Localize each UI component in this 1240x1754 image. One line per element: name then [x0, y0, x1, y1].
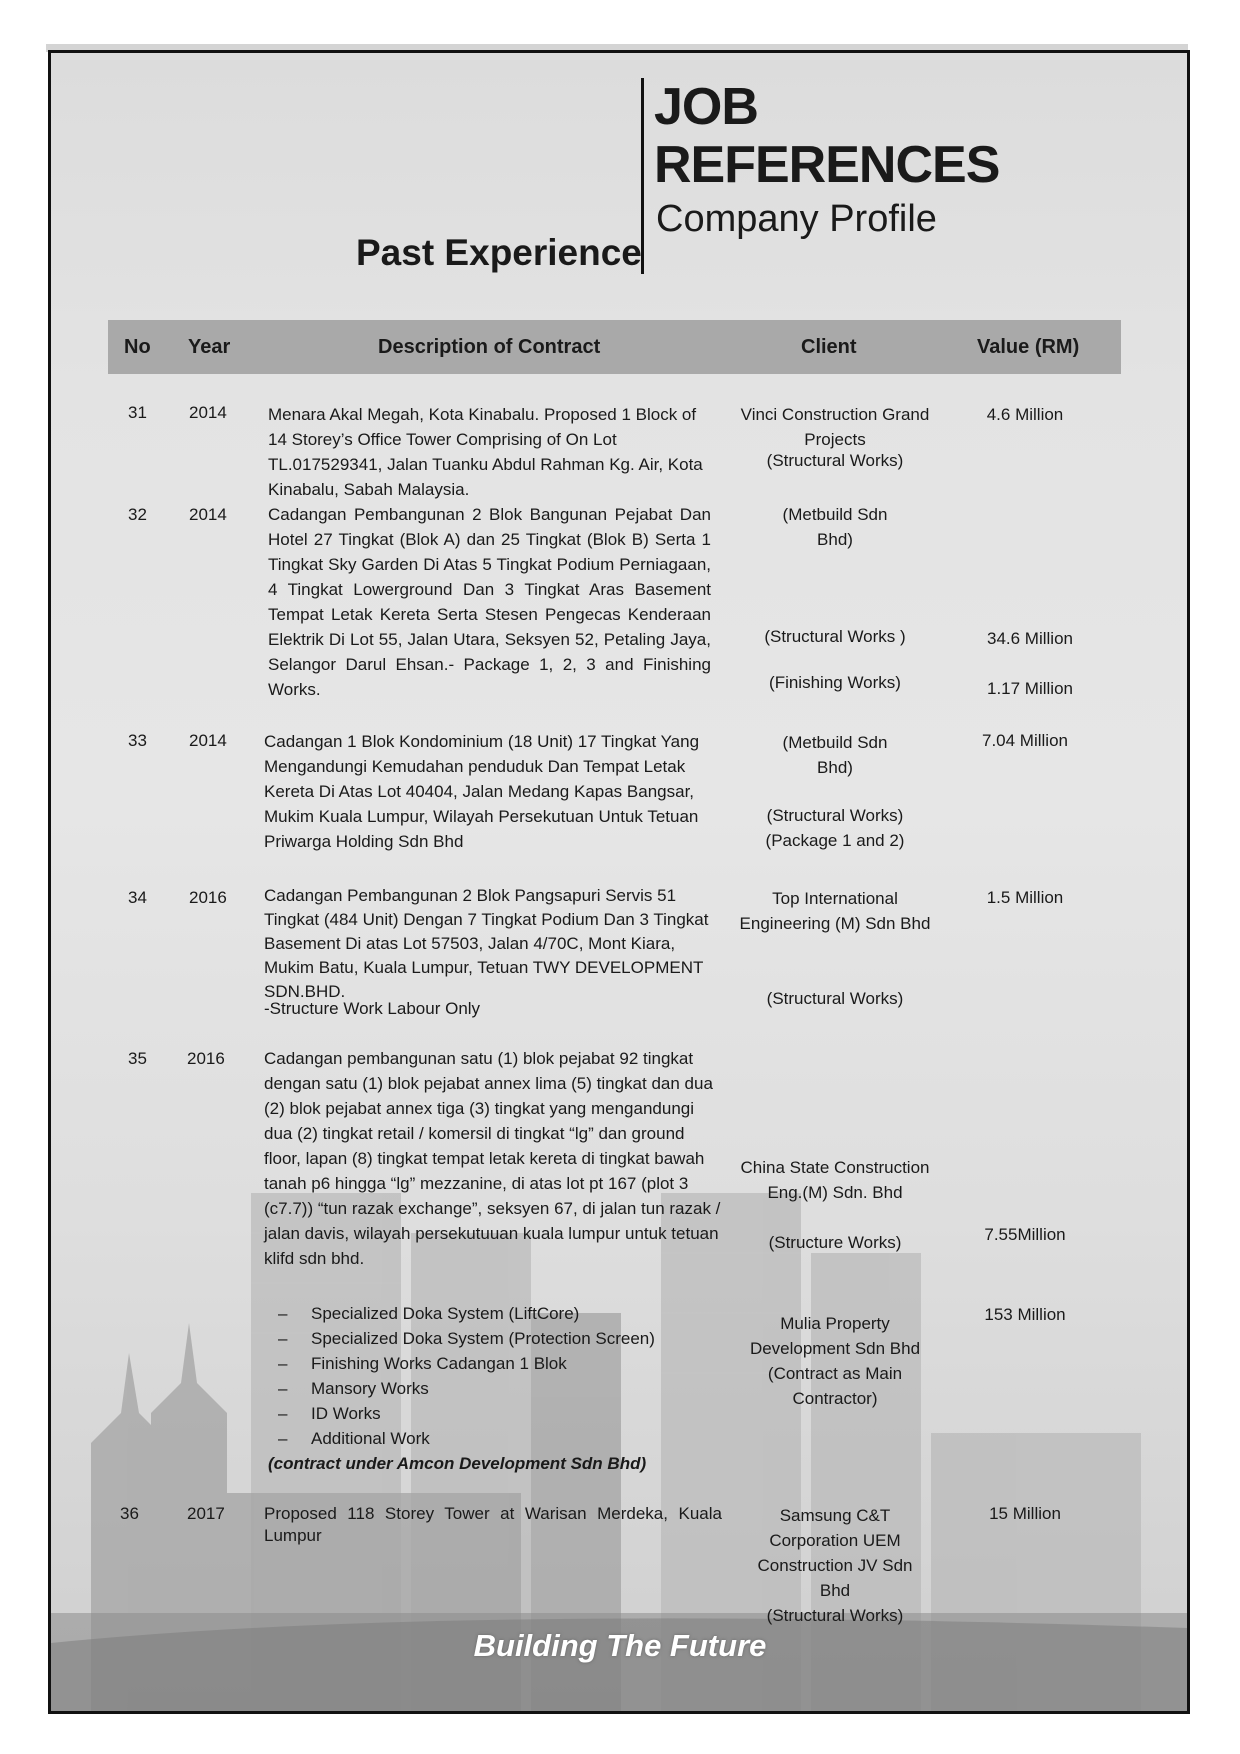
row-client-package: (Package 1 and 2) — [765, 831, 905, 850]
table-header — [108, 320, 1121, 374]
row-description: Cadangan Pembangunan 2 Blok Bangunan Pejabat Dan Hotel 27 Tingkat (Blok A) dan 25 Tingkat (Blok B) Serta 1 Tingkat Sky Garden Di Atas 5 Tingkat Podium Perniagaan, 4 Tingkat Lowerground Dan 3 Tingkat Aras Basement Tempat Letak Kereta Serta Stesen Pengecas Kenderaan Elektrik Di Lot 55, Jalan Utara, Seksyen 52, Petaling Jaya, Selangor Darul Ehsan.- Package 1, 2, 3 and Finishing Works. — [268, 505, 711, 699]
row-client-scope: (Structural Works) — [766, 451, 904, 470]
col-no-header: No — [124, 336, 151, 358]
row-client: Samsung C&T Corporation UEM Construction JV Sdn Bhd — [757, 1506, 913, 1600]
list-item: – ID Works — [264, 1401, 724, 1426]
row-client-1-scope: (Structure Works) — [768, 1233, 902, 1252]
row-client-2: Mulia Property Development Sdn Bhd — [749, 1314, 921, 1358]
list-item: – Additional Work — [264, 1426, 724, 1451]
col-description-header: Description of Contract — [378, 336, 601, 358]
footer-slogan: Building The Future — [473, 1628, 767, 1663]
row-client: (Metbuild Sdn Bhd) — [782, 733, 888, 777]
row-no: 33 — [128, 731, 147, 750]
title-line-1: JOB — [654, 78, 758, 136]
row-no: 36 — [120, 1504, 139, 1523]
title-line-2: REFERENCES — [654, 136, 1000, 194]
row-scope-structural: (Structural Works ) — [764, 627, 906, 646]
row-description: Cadangan Pembangunan 2 Blok Pangsapuri Servis 51 Tingkat (484 Unit) Dengan 7 Tingkat Podium Dan 3 Tingkat Basement Di atas Lot 57503, Jalan 4/70C, Mont Kiara, Mukim Batu, Kuala Lumpur, Tetuan TWY DEVELOPMENT SDN.BHD. — [264, 886, 709, 1001]
row-client: Top International Engineering (M) Sdn Bhd — [739, 889, 931, 933]
row-no: 32 — [128, 505, 147, 524]
row-value-1: 7.55Million — [984, 1225, 1066, 1244]
row-year: 2016 — [187, 1049, 225, 1068]
row-year: 2014 — [189, 731, 227, 750]
row-description: Menara Akal Megah, Kota Kinabalu. Proposed 1 Block of 14 Storey’s Office Tower Comprising of On Lot TL.017529341, Jalan Tuanku Abdul Rahman Kg. Air, Kota Kinabalu, Sabah Malaysia. — [268, 405, 703, 499]
row-year: 2014 — [189, 505, 227, 524]
row-year: 2017 — [187, 1504, 225, 1523]
row-description-note: -Structure Work Labour Only — [264, 999, 481, 1018]
row-value-2: 153 Million — [984, 1305, 1066, 1324]
row-value: 4.6 Million — [986, 405, 1064, 424]
row-client-scope: (Structural Works) — [766, 1606, 904, 1625]
row-scope-finishing: (Finishing Works) — [769, 673, 901, 692]
row-value: 1.5 Million — [986, 888, 1064, 907]
row-value: 15 Million — [989, 1504, 1061, 1523]
row-client-scope: (Structural Works) — [766, 806, 904, 825]
row-value: 7.04 Million — [982, 731, 1068, 750]
col-client-header: Client — [801, 336, 857, 358]
row-no: 35 — [128, 1049, 147, 1068]
row-year: 2014 — [189, 403, 227, 422]
sub-item-list — [264, 1301, 724, 1451]
row-client-1: China State Construction Eng.(M) Sdn. Bhd — [740, 1158, 930, 1202]
row-description: Cadangan 1 Blok Kondominium (18 Unit) 17 Tingkat Yang Mengandungi Kemudahan penduduk Dan Tempat Letak Kereta Di Atas Lot 40404, Jalan Medang Kapas Bangsar, Mukim Kuala Lumpur, Wilayah Persekutuan Untuk Tetuan Priwarga Holding Sdn Bhd — [264, 732, 700, 851]
row-client-2-scope: (Contract as Main Contractor) — [767, 1364, 903, 1408]
subtitle: Company Profile — [656, 198, 937, 240]
list-item: – Mansory Works — [264, 1376, 724, 1401]
row-description: Cadangan pembangunan satu (1) blok pejabat 92 tingkat dengan satu (1) blok pejabat annex lima (5) tingkat dan dua (2) blok pejabat annex tiga (3) tingkat yang mengandungi dua (2) tingkat retail / komersil di tingkat “lg” dan ground floor, lapan (8) tingkat tempat letak kereta di tingkat bawah tanah p6 hingga “lg” mezzanine, di atas lot pt 167 (plot 3 (c7.7)) “tun razak exchange”, seksyen 67, di jalan tun razak / jalan davis, wilayah persekutuuan kuala lumpur untuk tetuan klifd sdn bhd. — [264, 1049, 721, 1268]
row-value-finishing: 1.17 Million — [987, 679, 1073, 698]
col-value-header: Value (RM) — [977, 336, 1080, 358]
row-no: 34 — [128, 888, 147, 907]
row-client: Vinci Construction Grand Projects — [740, 405, 930, 449]
row-client: (Metbuild Sdn Bhd) — [782, 505, 888, 549]
row-description: Proposed 118 Storey Tower at Warisan Merdeka, Kuala Lumpur — [264, 1504, 722, 1545]
list-item: – Specialized Doka System (Protection Screen) — [264, 1326, 724, 1351]
row-client-scope: (Structural Works) — [766, 989, 904, 1008]
row-no: 31 — [128, 403, 147, 422]
section-title: Past Experience — [356, 232, 642, 273]
list-item: – Specialized Doka System (LiftCore) — [264, 1301, 724, 1326]
list-item: – Finishing Works Cadangan 1 Blok — [264, 1351, 724, 1376]
row-year: 2016 — [189, 888, 227, 907]
row-value-structural: 34.6 Million — [987, 629, 1073, 648]
col-year-header: Year — [188, 336, 231, 358]
contract-note: (contract under Amcon Development Sdn Bhd) — [268, 1454, 647, 1473]
